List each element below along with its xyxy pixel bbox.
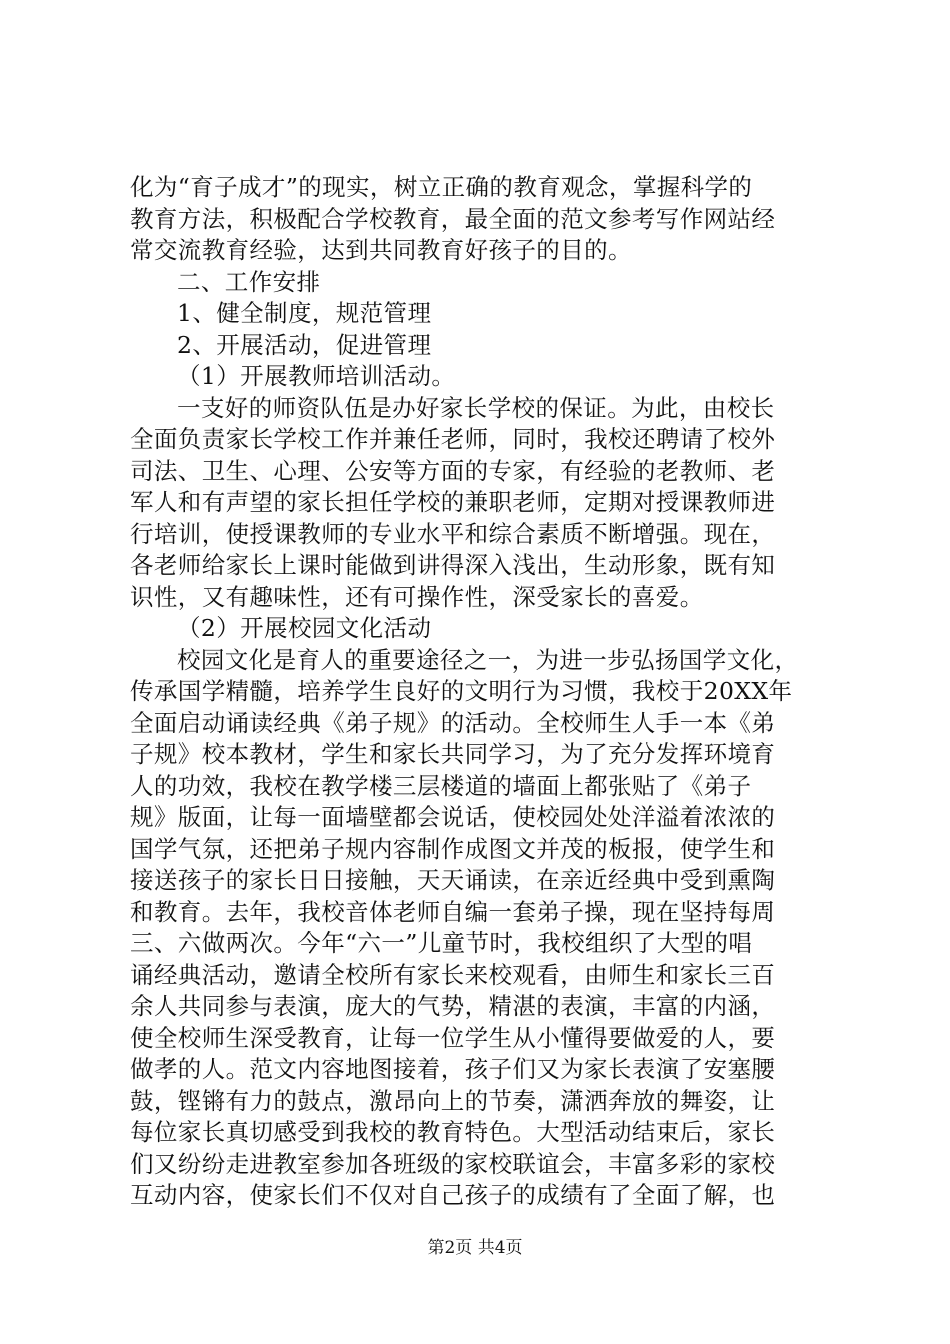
- text-line: 识性，又有趣味性，还有可操作性，深受家长的喜爱。: [130, 582, 704, 611]
- text-line: 三、六做两次。今年“六一”儿童节时，我校组织了大型的唱: [130, 929, 753, 957]
- text-line: 鼓，铿锵有力的鼓点，激昂向上的节奏，潇洒奔放的舞姿，让: [130, 1086, 776, 1115]
- text-line: 化为“育子成才”的现实，树立正确的教育观念，掌握科学的: [130, 173, 753, 201]
- text-line: 互动内容，使家长们不仅对自己孩子的成绩有了全面了解，也: [130, 1181, 776, 1209]
- text-line: 余人共同参与表演，庞大的气势，精湛的表演，丰富的内涵，: [130, 992, 776, 1020]
- text-line: （1）开展教师培训活动。: [177, 362, 456, 390]
- text-line: 二、工作安排: [177, 267, 321, 296]
- text-line: （2）开展校园文化活动: [177, 614, 432, 642]
- text-line: 常交流教育经验，达到共同教育好孩子的目的。: [130, 236, 632, 264]
- text-line: 国学气氛，还把弟子规内容制作成图文并茂的板报，使学生和: [130, 834, 776, 863]
- text-line: 一支好的师资队伍是办好家长学校的保证。为此，由校长: [177, 393, 775, 422]
- text-line: 教育方法，积极配合学校教育，最全面的范文参考写作网站经: [130, 204, 776, 233]
- page-footer: 第2页 共4页: [427, 1238, 523, 1258]
- text-line: 全面负责家长学校工作并兼任老师，同时，我校还聘请了校外: [130, 425, 776, 453]
- text-line: 人的功效，我校在教学楼三层楼道的墙面上都张贴了《弟子: [130, 771, 752, 800]
- text-line: 全面启动诵读经典《弟子规》的活动。全校师生人手一本《弟: [130, 708, 776, 737]
- text-line: 使全校师生深受教育，让每一位学生从小懂得要做爱的人，要: [130, 1023, 776, 1052]
- text-line: 传承国学精髓，培养学生良好的文明行为习惯，我校于20XX年: [130, 677, 793, 705]
- text-line: 行培训，使授课教师的专业水平和综合素质不断增强。现在，: [130, 519, 776, 548]
- text-line: 们又纷纷走进教室参加各班级的家校联谊会，丰富多彩的家校: [130, 1149, 776, 1178]
- text-line: 1、健全制度，规范管理: [177, 299, 432, 327]
- text-line: 做孝的人。范文内容地图接着，孩子们又为家长表演了安塞腰: [130, 1055, 776, 1083]
- text-line: 诵经典活动，邀请全校所有家长来校观看，由师生和家长三百: [130, 960, 776, 989]
- text-line: 军人和有声望的家长担任学校的兼职老师，定期对授课教师进: [130, 488, 776, 516]
- text-line: 子规》校本教材，学生和家长共同学习，为了充分发挥环境育: [130, 740, 776, 768]
- text-line: 司法、卫生、心理、公安等方面的专家，有经验的老教师、老: [130, 456, 776, 485]
- text-line: 规》版面，让每一面墙壁都会说话，使校园处处洋溢着浓浓的: [130, 803, 776, 831]
- text-line: 接送孩子的家长日日接触，天天诵读，在亲近经典中受到熏陶: [130, 866, 776, 894]
- text-line: 和教育。去年，我校音体老师自编一套弟子操，现在坚持每周: [130, 897, 776, 926]
- text-line: 2、开展活动，促进管理: [177, 330, 432, 359]
- text-line: 各老师给家长上课时能做到讲得深入浅出，生动形象，既有知: [130, 551, 776, 579]
- document-body: [130, 172, 830, 1212]
- text-line: 每位家长真切感受到我校的教育特色。大型活动结束后，家长: [130, 1118, 776, 1146]
- text-line: 校园文化是育人的重要途径之一，为进一步弘扬国学文化，: [177, 645, 799, 674]
